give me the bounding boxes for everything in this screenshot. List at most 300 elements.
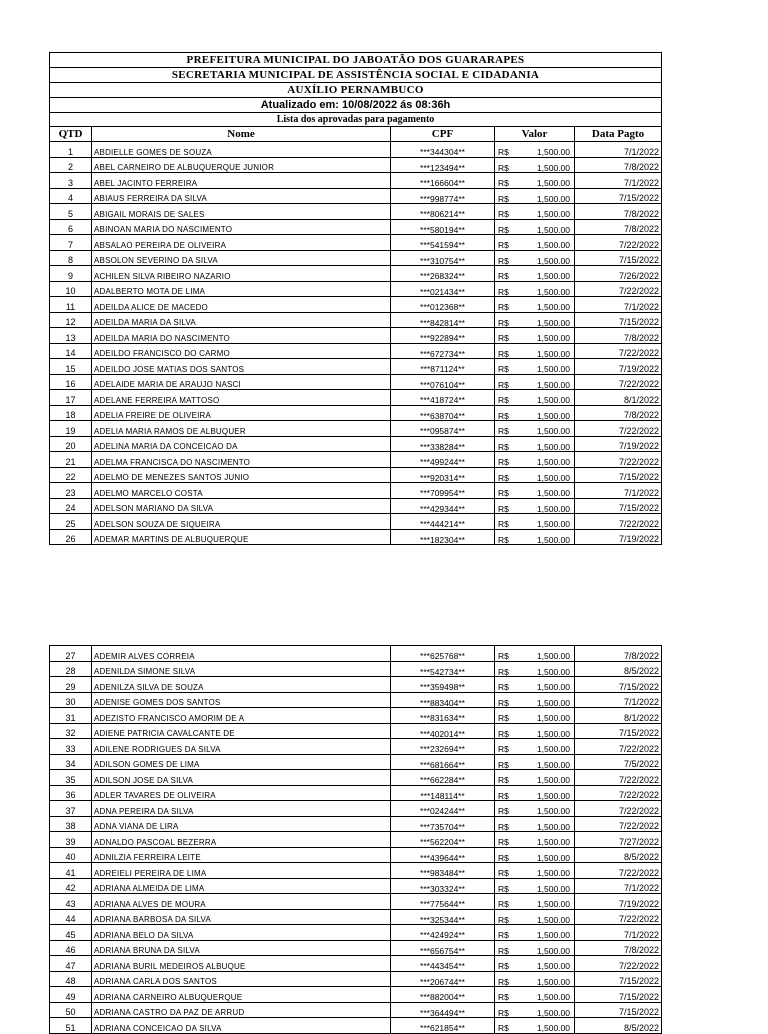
row-currency: R$ — [495, 405, 528, 421]
row-qtd: 7 — [50, 235, 92, 251]
row-cpf: ***920314** — [391, 467, 495, 483]
row-qtd: 12 — [50, 312, 92, 328]
row-nome: ADELSON MARIANO DA SILVA — [92, 498, 391, 514]
row-valor: 1,500.00 — [528, 436, 575, 452]
row-currency: R$ — [495, 723, 528, 739]
row-data-pagto: 7/15/2022 — [575, 971, 662, 987]
table-row — [50, 142, 662, 158]
row-cpf: ***232694** — [391, 739, 495, 755]
row-nome: ADRIANA ALVES DE MOURA — [92, 894, 391, 910]
column-header-row — [50, 127, 662, 142]
row-cpf: ***123494** — [391, 157, 495, 173]
table-row — [50, 219, 662, 235]
table-row — [50, 157, 662, 173]
row-data-pagto: 7/22/2022 — [575, 785, 662, 801]
table-row — [50, 297, 662, 313]
row-currency: R$ — [495, 374, 528, 390]
row-data-pagto: 7/22/2022 — [575, 770, 662, 786]
row-qtd: 17 — [50, 390, 92, 406]
table-row — [50, 971, 662, 987]
row-cpf: ***364494** — [391, 1002, 495, 1018]
row-data-pagto: 7/15/2022 — [575, 1002, 662, 1018]
row-qtd: 3 — [50, 173, 92, 189]
row-data-pagto: 7/8/2022 — [575, 204, 662, 220]
row-cpf: ***310754** — [391, 250, 495, 266]
row-qtd: 30 — [50, 692, 92, 708]
row-nome: ABIAUS FERREIRA DA SILVA — [92, 188, 391, 204]
row-qtd: 27 — [50, 646, 92, 662]
payment-table-page2 — [49, 645, 662, 1034]
row-currency: R$ — [495, 142, 528, 158]
row-currency: R$ — [495, 925, 528, 941]
row-valor: 1,500.00 — [528, 770, 575, 786]
row-qtd: 19 — [50, 421, 92, 437]
table-row — [50, 312, 662, 328]
row-currency: R$ — [495, 987, 528, 1003]
row-currency: R$ — [495, 436, 528, 452]
row-currency: R$ — [495, 754, 528, 770]
table-row — [50, 677, 662, 693]
row-cpf: ***681664** — [391, 754, 495, 770]
table-row — [50, 483, 662, 499]
row-cpf: ***424924** — [391, 925, 495, 941]
row-valor: 1,500.00 — [528, 1002, 575, 1018]
row-data-pagto: 7/8/2022 — [575, 157, 662, 173]
row-nome: ADELIA MARIA RAMOS DE ALBUQUER — [92, 421, 391, 437]
column-header-nome: Nome — [92, 127, 391, 142]
row-currency: R$ — [495, 646, 528, 662]
row-nome: ADNA VIANA DE LIRA — [92, 816, 391, 832]
row-currency: R$ — [495, 188, 528, 204]
row-cpf: ***656754** — [391, 940, 495, 956]
row-cpf: ***344304** — [391, 142, 495, 158]
row-valor: 1,500.00 — [528, 909, 575, 925]
row-nome: ADRIANA CASTRO DA PAZ DE ARRUD — [92, 1002, 391, 1018]
row-nome: ADNALDO PASCOAL BEZERRA — [92, 832, 391, 848]
column-header-valor: Valor — [495, 127, 575, 142]
table-row — [50, 374, 662, 390]
row-cpf: ***562204** — [391, 832, 495, 848]
table-row — [50, 390, 662, 406]
row-nome: ADREIELI PEREIRA DE LIMA — [92, 863, 391, 879]
row-nome: ADELINA MARIA DA CONCEICAO DA — [92, 436, 391, 452]
row-cpf: ***012368** — [391, 297, 495, 313]
table-row — [50, 328, 662, 344]
row-valor: 1,500.00 — [528, 894, 575, 910]
row-cpf: ***842814** — [391, 312, 495, 328]
row-cpf: ***638704** — [391, 405, 495, 421]
row-data-pagto: 7/1/2022 — [575, 878, 662, 894]
row-qtd: 41 — [50, 863, 92, 879]
row-nome: ABSALAO PEREIRA DE OLIVEIRA — [92, 235, 391, 251]
row-valor: 1,500.00 — [528, 204, 575, 220]
row-valor: 1,500.00 — [528, 297, 575, 313]
row-valor: 1,500.00 — [528, 847, 575, 863]
row-currency: R$ — [495, 343, 528, 359]
row-nome: ADELANE FERREIRA MATTOSO — [92, 390, 391, 406]
row-currency: R$ — [495, 739, 528, 755]
row-currency: R$ — [495, 692, 528, 708]
row-valor: 1,500.00 — [528, 956, 575, 972]
row-valor: 1,500.00 — [528, 1018, 575, 1034]
row-cpf: ***499244** — [391, 452, 495, 468]
row-data-pagto: 7/22/2022 — [575, 281, 662, 297]
row-data-pagto: 7/15/2022 — [575, 677, 662, 693]
row-qtd: 1 — [50, 142, 92, 158]
row-qtd: 21 — [50, 452, 92, 468]
list-title: Lista dos aprovadas para pagamento — [50, 113, 662, 127]
row-valor: 1,500.00 — [528, 188, 575, 204]
row-data-pagto: 7/15/2022 — [575, 498, 662, 514]
row-data-pagto: 7/19/2022 — [575, 436, 662, 452]
table-row — [50, 173, 662, 189]
table-row — [50, 723, 662, 739]
header-row — [50, 68, 662, 83]
row-currency: R$ — [495, 708, 528, 724]
row-data-pagto: 8/1/2022 — [575, 390, 662, 406]
row-valor: 1,500.00 — [528, 266, 575, 282]
row-currency: R$ — [495, 204, 528, 220]
row-data-pagto: 7/27/2022 — [575, 832, 662, 848]
row-valor: 1,500.00 — [528, 816, 575, 832]
row-valor: 1,500.00 — [528, 925, 575, 941]
row-qtd: 29 — [50, 677, 92, 693]
row-nome: ADRIANA ALMEIDA DE LIMA — [92, 878, 391, 894]
table-row — [50, 754, 662, 770]
row-data-pagto: 7/15/2022 — [575, 312, 662, 328]
row-qtd: 18 — [50, 405, 92, 421]
row-valor: 1,500.00 — [528, 754, 575, 770]
row-qtd: 49 — [50, 987, 92, 1003]
row-qtd: 2 — [50, 157, 92, 173]
row-data-pagto: 7/22/2022 — [575, 452, 662, 468]
table-row — [50, 832, 662, 848]
table-row — [50, 436, 662, 452]
row-data-pagto: 7/15/2022 — [575, 188, 662, 204]
row-nome: ADILENE RODRIGUES DA SILVA — [92, 739, 391, 755]
row-nome: ABSOLON SEVERINO DA SILVA — [92, 250, 391, 266]
row-nome: ABEL JACINTO FERREIRA — [92, 173, 391, 189]
row-qtd: 11 — [50, 297, 92, 313]
table-row — [50, 801, 662, 817]
row-qtd: 14 — [50, 343, 92, 359]
table-row — [50, 235, 662, 251]
row-currency: R$ — [495, 359, 528, 375]
row-currency: R$ — [495, 281, 528, 297]
row-currency: R$ — [495, 219, 528, 235]
row-nome: ADELMA FRANCISCA DO NASCIMENTO — [92, 452, 391, 468]
row-data-pagto: 7/8/2022 — [575, 219, 662, 235]
row-cpf: ***922894** — [391, 328, 495, 344]
row-qtd: 9 — [50, 266, 92, 282]
updated-timestamp: Atualizado em: 10/08/2022 ás 08:36h — [50, 98, 662, 113]
row-cpf: ***166604** — [391, 173, 495, 189]
row-currency: R$ — [495, 421, 528, 437]
row-nome: ADILSON JOSE DA SILVA — [92, 770, 391, 786]
row-data-pagto: 7/15/2022 — [575, 250, 662, 266]
row-nome: ADEILDO JOSE MATIAS DOS SANTOS — [92, 359, 391, 375]
row-cpf: ***709954** — [391, 483, 495, 499]
table-row — [50, 863, 662, 879]
row-nome: ADRIANA CONCEICAO DA SILVA — [92, 1018, 391, 1034]
row-nome: ADRIANA BARBOSA DA SILVA — [92, 909, 391, 925]
row-cpf: ***883404** — [391, 692, 495, 708]
row-qtd: 39 — [50, 832, 92, 848]
row-currency: R$ — [495, 894, 528, 910]
row-qtd: 50 — [50, 1002, 92, 1018]
row-data-pagto: 7/8/2022 — [575, 646, 662, 662]
row-data-pagto: 8/1/2022 — [575, 708, 662, 724]
row-qtd: 42 — [50, 878, 92, 894]
row-qtd: 6 — [50, 219, 92, 235]
table-row — [50, 204, 662, 220]
row-nome: ADELIA FREIRE DE OLIVEIRA — [92, 405, 391, 421]
row-nome: ADEILDA MARIA DA SILVA — [92, 312, 391, 328]
row-data-pagto: 7/22/2022 — [575, 801, 662, 817]
row-valor: 1,500.00 — [528, 646, 575, 662]
row-data-pagto: 7/1/2022 — [575, 692, 662, 708]
table-row — [50, 878, 662, 894]
row-qtd: 8 — [50, 250, 92, 266]
row-qtd: 15 — [50, 359, 92, 375]
row-cpf: ***439644** — [391, 847, 495, 863]
row-qtd: 20 — [50, 436, 92, 452]
row-valor: 1,500.00 — [528, 359, 575, 375]
row-valor: 1,500.00 — [528, 142, 575, 158]
row-valor: 1,500.00 — [528, 498, 575, 514]
row-currency: R$ — [495, 297, 528, 313]
row-nome: ADEILDA ALICE DE MACEDO — [92, 297, 391, 313]
row-nome: ADRIANA BRUNA DA SILVA — [92, 940, 391, 956]
row-valor: 1,500.00 — [528, 328, 575, 344]
row-valor: 1,500.00 — [528, 863, 575, 879]
row-valor: 1,500.00 — [528, 235, 575, 251]
row-cpf: ***024244** — [391, 801, 495, 817]
row-data-pagto: 7/26/2022 — [575, 266, 662, 282]
row-cpf: ***621854** — [391, 1018, 495, 1034]
row-currency: R$ — [495, 832, 528, 848]
row-data-pagto: 7/8/2022 — [575, 328, 662, 344]
table-row — [50, 343, 662, 359]
row-cpf: ***580194** — [391, 219, 495, 235]
row-nome: ADALBERTO MOTA DE LIMA — [92, 281, 391, 297]
table-row — [50, 467, 662, 483]
row-currency: R$ — [495, 863, 528, 879]
row-cpf: ***338284** — [391, 436, 495, 452]
row-qtd: 5 — [50, 204, 92, 220]
row-cpf: ***672734** — [391, 343, 495, 359]
row-data-pagto: 7/22/2022 — [575, 343, 662, 359]
row-cpf: ***206744** — [391, 971, 495, 987]
row-currency: R$ — [495, 770, 528, 786]
row-data-pagto: 7/22/2022 — [575, 235, 662, 251]
row-qtd: 40 — [50, 847, 92, 863]
row-data-pagto: 7/1/2022 — [575, 173, 662, 189]
row-qtd: 23 — [50, 483, 92, 499]
row-cpf: ***303324** — [391, 878, 495, 894]
row-valor: 1,500.00 — [528, 390, 575, 406]
row-nome: ADENILDA SIMONE SILVA — [92, 661, 391, 677]
row-qtd: 38 — [50, 816, 92, 832]
row-valor: 1,500.00 — [528, 343, 575, 359]
row-nome: ADEMAR MARTINS DE ALBUQUERQUE — [92, 529, 391, 545]
header-row — [50, 98, 662, 113]
row-nome: ADEMIR ALVES CORREIA — [92, 646, 391, 662]
row-currency: R$ — [495, 847, 528, 863]
row-valor: 1,500.00 — [528, 157, 575, 173]
row-data-pagto: 7/1/2022 — [575, 483, 662, 499]
row-cpf: ***998774** — [391, 188, 495, 204]
row-currency: R$ — [495, 1018, 528, 1034]
row-data-pagto: 7/22/2022 — [575, 421, 662, 437]
row-data-pagto: 7/15/2022 — [575, 723, 662, 739]
row-data-pagto: 7/5/2022 — [575, 754, 662, 770]
row-nome: ADEILDO FRANCISCO DO CARMO — [92, 343, 391, 359]
table-row — [50, 646, 662, 662]
table-row — [50, 785, 662, 801]
row-currency: R$ — [495, 1002, 528, 1018]
table-row — [50, 1018, 662, 1034]
row-valor: 1,500.00 — [528, 987, 575, 1003]
row-cpf: ***542734** — [391, 661, 495, 677]
table-row — [50, 421, 662, 437]
row-valor: 1,500.00 — [528, 723, 575, 739]
row-valor: 1,500.00 — [528, 467, 575, 483]
row-cpf: ***402014** — [391, 723, 495, 739]
row-qtd: 34 — [50, 754, 92, 770]
row-cpf: ***021434** — [391, 281, 495, 297]
row-qtd: 48 — [50, 971, 92, 987]
table-row — [50, 909, 662, 925]
header-row — [50, 53, 662, 68]
row-cpf: ***418724** — [391, 390, 495, 406]
row-nome: ADRIANA CARLA DOS SANTOS — [92, 971, 391, 987]
row-cpf: ***871124** — [391, 359, 495, 375]
table-row — [50, 266, 662, 282]
table-row — [50, 1002, 662, 1018]
row-valor: 1,500.00 — [528, 878, 575, 894]
row-valor: 1,500.00 — [528, 514, 575, 530]
row-nome: ADELMO DE MENEZES SANTOS JUNIO — [92, 467, 391, 483]
row-currency: R$ — [495, 785, 528, 801]
row-nome: ADELMO MARCELO COSTA — [92, 483, 391, 499]
row-data-pagto: 7/22/2022 — [575, 909, 662, 925]
row-data-pagto: 7/19/2022 — [575, 359, 662, 375]
table-row — [50, 692, 662, 708]
row-cpf: ***806214** — [391, 204, 495, 220]
column-header-qtd: QTD — [50, 127, 92, 142]
row-cpf: ***268324** — [391, 266, 495, 282]
column-header-data: Data Pagto — [575, 127, 662, 142]
row-nome: ADRIANA BURIL MEDEIROS ALBUQUE — [92, 956, 391, 972]
row-nome: ADRIANA CARNEIRO ALBUQUERQUE — [92, 987, 391, 1003]
row-currency: R$ — [495, 390, 528, 406]
row-cpf: ***882004** — [391, 987, 495, 1003]
row-cpf: ***831634** — [391, 708, 495, 724]
row-cpf: ***359498** — [391, 677, 495, 693]
row-data-pagto: 7/22/2022 — [575, 374, 662, 390]
table-row — [50, 452, 662, 468]
row-nome: ADENISE GOMES DOS SANTOS — [92, 692, 391, 708]
row-currency: R$ — [495, 498, 528, 514]
row-qtd: 32 — [50, 723, 92, 739]
table-row — [50, 405, 662, 421]
row-qtd: 33 — [50, 739, 92, 755]
row-nome: ADEILDA MARIA DO NASCIMENTO — [92, 328, 391, 344]
row-qtd: 43 — [50, 894, 92, 910]
row-cpf: ***541594** — [391, 235, 495, 251]
row-data-pagto: 7/19/2022 — [575, 529, 662, 545]
row-currency: R$ — [495, 157, 528, 173]
row-nome: ABINOAN MARIA DO NASCIMENTO — [92, 219, 391, 235]
row-nome: ADIENE PATRICIA CAVALCANTE DE — [92, 723, 391, 739]
row-qtd: 16 — [50, 374, 92, 390]
row-qtd: 4 — [50, 188, 92, 204]
row-data-pagto: 8/5/2022 — [575, 1018, 662, 1034]
row-cpf: ***775644** — [391, 894, 495, 910]
table-row — [50, 770, 662, 786]
table-row — [50, 816, 662, 832]
row-valor: 1,500.00 — [528, 281, 575, 297]
table-row — [50, 956, 662, 972]
row-valor: 1,500.00 — [528, 374, 575, 390]
row-qtd: 47 — [50, 956, 92, 972]
row-currency: R$ — [495, 909, 528, 925]
row-valor: 1,500.00 — [528, 173, 575, 189]
row-nome: ADRIANA BELO DA SILVA — [92, 925, 391, 941]
row-valor: 1,500.00 — [528, 219, 575, 235]
row-data-pagto: 7/8/2022 — [575, 405, 662, 421]
program-title: AUXÍLIO PERNAMBUCO — [50, 83, 662, 98]
row-nome: ACHILEN SILVA RIBEIRO NAZARIO — [92, 266, 391, 282]
row-valor: 1,500.00 — [528, 940, 575, 956]
row-currency: R$ — [495, 661, 528, 677]
row-valor: 1,500.00 — [528, 708, 575, 724]
table-row — [50, 359, 662, 375]
table-body — [50, 646, 662, 1034]
row-currency: R$ — [495, 250, 528, 266]
row-cpf: ***148114** — [391, 785, 495, 801]
row-currency: R$ — [495, 467, 528, 483]
row-nome: ABDIELLE GOMES DE SOUZA — [92, 142, 391, 158]
table-row — [50, 498, 662, 514]
row-qtd: 44 — [50, 909, 92, 925]
row-cpf: ***182304** — [391, 529, 495, 545]
row-data-pagto: 8/5/2022 — [575, 661, 662, 677]
row-data-pagto: 7/22/2022 — [575, 514, 662, 530]
row-currency: R$ — [495, 956, 528, 972]
row-valor: 1,500.00 — [528, 483, 575, 499]
row-cpf: ***325344** — [391, 909, 495, 925]
row-qtd: 13 — [50, 328, 92, 344]
row-qtd: 31 — [50, 708, 92, 724]
header-row — [50, 113, 662, 127]
row-qtd: 45 — [50, 925, 92, 941]
row-qtd: 35 — [50, 770, 92, 786]
header-row — [50, 83, 662, 98]
table-body — [50, 142, 662, 545]
row-data-pagto: 7/1/2022 — [575, 925, 662, 941]
row-currency: R$ — [495, 312, 528, 328]
row-nome: ADILSON GOMES DE LIMA — [92, 754, 391, 770]
row-valor: 1,500.00 — [528, 312, 575, 328]
row-currency: R$ — [495, 483, 528, 499]
row-valor: 1,500.00 — [528, 832, 575, 848]
payment-table-page1 — [49, 52, 662, 545]
row-data-pagto: 7/22/2022 — [575, 956, 662, 972]
row-data-pagto: 7/15/2022 — [575, 467, 662, 483]
row-currency: R$ — [495, 816, 528, 832]
